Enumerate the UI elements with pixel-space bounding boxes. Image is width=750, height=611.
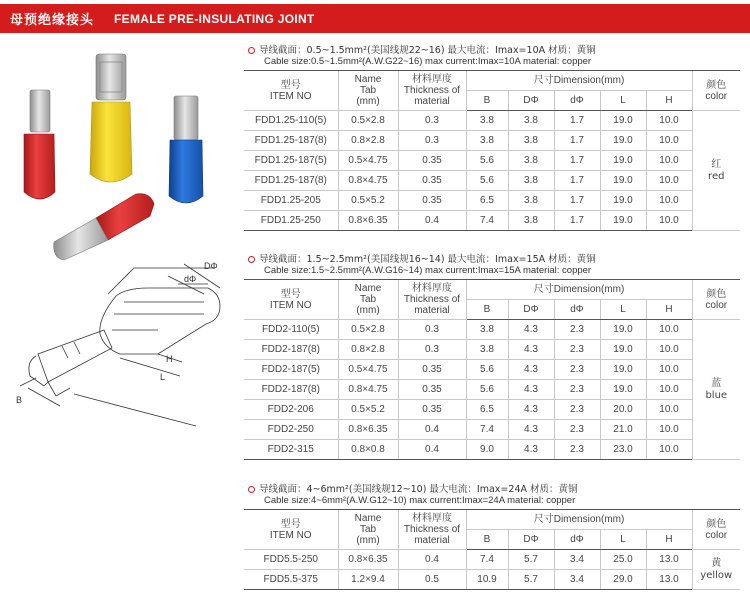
th-color: 颜色 color <box>692 71 740 111</box>
red-terminal <box>24 90 55 199</box>
section-1 <box>244 45 740 231</box>
spec-table-2 <box>244 279 740 460</box>
product-photo <box>10 44 228 266</box>
th-b: B <box>466 530 508 550</box>
table-row: FDD5.5-250 0.8×6.35 0.4 7.4 5.7 3.4 25.0 13.0 黄 yellow <box>244 550 740 570</box>
table-row: FDD1.25-187(5) 0.5×4.75 0.35 5.6 3.8 1.7 19.0 10.0 <box>244 151 740 171</box>
label-b: B <box>16 395 23 405</box>
spec-line-1: 导线截面：1.5~2.5mm²(美国线规16~14) 最大电流：Imax=15A 材质：黄铜 <box>259 254 596 265</box>
label-dphi-outer: DΦ <box>204 261 218 271</box>
header-title-en: FEMALE PRE-INSULATING JOINT <box>114 11 315 26</box>
technical-drawing <box>8 258 230 430</box>
th-color: 颜色 color <box>692 280 740 320</box>
th-item: 型号 ITEM NO <box>244 510 338 550</box>
th-dphi-outer: DΦ <box>508 530 554 550</box>
table-row: FDD2-250 0.8×6.35 0.4 7.4 4.3 2.3 21.0 10.0 <box>244 420 740 440</box>
color-cell-yellow: 黄 yellow <box>692 550 740 590</box>
table-row: FDD2-187(8) 0.8×2.8 0.3 3.8 4.3 2.3 19.0 10.0 <box>244 340 740 360</box>
th-dphi-inner: dΦ <box>554 530 600 550</box>
th-thickness: 材料厚度 Thickness of material <box>398 510 466 550</box>
table-row: FDD2-206 0.5×5.2 0.35 6.5 4.3 2.3 20.0 10.0 <box>244 400 740 420</box>
spec-line-1: 导线截面：0.5~1.5mm²(美国线规22~16) 最大电流：Imax=10A 材质：黄铜 <box>259 45 596 56</box>
table-row: FDD1.25-250 0.8×6.35 0.4 7.4 3.8 1.7 19.0 10.0 <box>244 211 740 231</box>
spec-line-2: Cable size:1.5~2.5mm²(A.W.G16~14) max current:Imax=15A material: copper <box>264 265 592 276</box>
th-h: H <box>646 530 692 550</box>
table-row: FDD5.5-375 1.2×9.4 0.5 10.9 5.7 3.4 29.0 13.0 <box>244 570 740 590</box>
th-dphi-inner: dΦ <box>554 91 600 111</box>
th-tab: Name Tab (mm) <box>338 71 398 111</box>
th-dphi-outer: DΦ <box>508 91 554 111</box>
bullet-icon <box>248 256 255 263</box>
table-row: FDD1.25-205 0.5×5.2 0.35 6.5 3.8 1.7 19.0 10.0 <box>244 191 740 211</box>
section-2-spec <box>244 254 740 276</box>
th-dphi-outer: DΦ <box>508 300 554 320</box>
th-l: L <box>600 530 646 550</box>
th-thickness: 材料厚度 Thickness of material <box>398 280 466 320</box>
spec-table-1 <box>244 70 740 231</box>
th-tab: Name Tab (mm) <box>338 510 398 550</box>
th-l: L <box>600 91 646 111</box>
th-tab: Name Tab (mm) <box>338 280 398 320</box>
bullet-icon <box>248 47 255 54</box>
th-b: B <box>466 91 508 111</box>
th-b: B <box>466 300 508 320</box>
th-color: 颜色 color <box>692 510 740 550</box>
section-3-spec <box>244 484 740 506</box>
header-title-cn: 母预绝缘接头 <box>10 13 95 28</box>
th-h: H <box>646 91 692 111</box>
yellow-terminal <box>90 54 132 182</box>
section-2 <box>244 254 740 460</box>
spec-line-1: 导线截面：4~6mm²(美国线规12~10) 最大电流：Imax=24A 材质：黄铜 <box>259 484 578 495</box>
th-thickness: 材料厚度 Thickness of material <box>398 71 466 111</box>
spec-line-2: Cable size:4~6mm²(A.W.G12~10) max current:Imax=24A material: copper <box>264 495 576 506</box>
label-l: L <box>160 372 166 382</box>
red-terminal-lying <box>54 194 154 260</box>
page-header <box>0 4 750 33</box>
th-item: 型号 ITEM NO <box>244 280 338 320</box>
color-cell-red: 红 red <box>692 111 740 231</box>
bullet-icon <box>248 486 255 493</box>
th-h: H <box>646 300 692 320</box>
th-dimension: 尺寸Dimension(mm) <box>466 280 692 300</box>
th-dimension: 尺寸Dimension(mm) <box>466 510 692 530</box>
table-row: FDD2-187(8) 0.8×4.75 0.35 5.6 4.3 2.3 19.0 10.0 <box>244 380 740 400</box>
section-1-spec <box>244 45 740 67</box>
label-h: H <box>166 354 173 364</box>
table-row: FDD2-315 0.8×0.8 0.4 9.0 4.3 2.3 23.0 10.0 <box>244 440 740 460</box>
table-row: FDD1.25-187(8) 0.8×2.8 0.3 3.8 3.8 1.7 19.0 10.0 <box>244 131 740 151</box>
th-l: L <box>600 300 646 320</box>
section-3 <box>244 484 740 590</box>
table-row: FDD1.25-110(5) 0.5×2.8 0.3 3.8 3.8 1.7 19.0 10.0 红 red <box>244 111 740 131</box>
label-dphi-inner: dΦ <box>184 274 197 284</box>
th-dphi-inner: dΦ <box>554 300 600 320</box>
color-cell-blue: 蓝 blue <box>692 320 740 460</box>
blue-terminal <box>169 96 203 203</box>
table-row: FDD1.25-187(8) 0.8×4.75 0.35 5.6 3.8 1.7 19.0 10.0 <box>244 171 740 191</box>
table-row: FDD2-110(5) 0.5×2.8 0.3 3.8 4.3 2.3 19.0 10.0 蓝 blue <box>244 320 740 340</box>
th-item: 型号 ITEM NO <box>244 71 338 111</box>
table-row: FDD2-187(5) 0.5×4.75 0.35 5.6 4.3 2.3 19.0 10.0 <box>244 360 740 380</box>
spec-table-3 <box>244 509 740 590</box>
th-dimension: 尺寸Dimension(mm) <box>466 71 692 91</box>
spec-line-2: Cable size:0.5~1.5mm²(A.W.G22~16) max current:Imax=10A material: copper <box>264 56 592 67</box>
